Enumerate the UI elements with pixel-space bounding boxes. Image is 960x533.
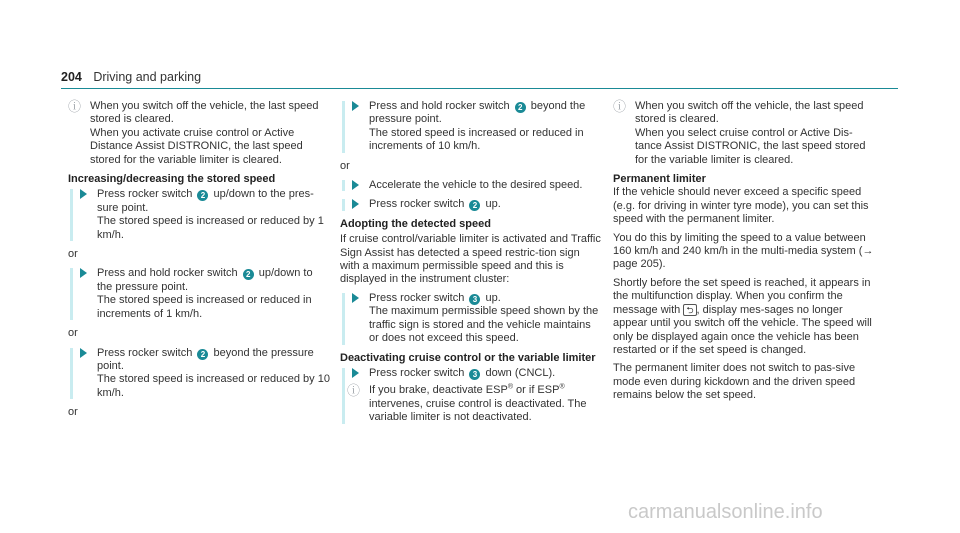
switch-number-badge: 3 [469, 294, 480, 305]
step-bar [342, 101, 345, 153]
instruction-step: Press rocker switch 3 up. The maximum permissible speed shown by the traffic sign is stored and the vehicle maintains or does not exceed this speed. [340, 292, 602, 346]
note-line: When you select cruise control or Active Dis-tance Assist DISTRONIC, the last speed stored for the variable limiter is cleared. [635, 126, 866, 166]
section-heading: Deactivating cruise control or the variable limiter [340, 351, 596, 364]
step-arrow-icon [352, 368, 359, 378]
instruction-step: Accelerate the vehicle to the desired speed. [340, 179, 602, 192]
section-heading: Increasing/decreasing the stored speed [68, 173, 276, 186]
step-bar [70, 189, 73, 241]
body-paragraph: The permanent limiter does not switch to pas-sive mode even during kickdown and the driven speed remains below the set speed. [613, 362, 856, 402]
step-detail: The stored speed is increased or reduced by 1 km/h. [97, 215, 324, 241]
info-note [68, 100, 330, 167]
step-bar [342, 368, 345, 424]
switch-number-badge: 3 [469, 369, 480, 380]
note-line: When you switch off the vehicle, the last speed stored is cleared. [90, 100, 319, 126]
body-paragraph: If the vehicle should never exceed a specific speed (e.g. for driving in winter tyre mode), you can set this speed with the permanent limiter. [613, 186, 869, 226]
step-arrow-icon [80, 189, 87, 199]
step-arrow-icon [352, 199, 359, 209]
or-label: or [68, 248, 78, 261]
instruction-step: Press rocker switch 2 up/down to the pres-sure point. The stored speed is increased or reduced by 1 km/h. [68, 188, 330, 242]
step-bar [342, 293, 345, 345]
step-detail: The maximum permissible speed shown by the traffic sign is stored and the vehicle maintains or does not exceed this speed. [369, 305, 599, 345]
note-line: When you switch off the vehicle, the last speed stored is cleared. [635, 100, 864, 126]
step-bar [70, 268, 73, 320]
step-bar [70, 348, 73, 400]
info-note: ⓘ If you brake, deactivate ESP® or if ESP® intervenes, cruise control is deactivated. The variable limiter is not deactivated. [347, 383, 587, 424]
switch-number-badge: 2 [243, 269, 254, 280]
step-arrow-icon [80, 268, 87, 278]
switch-number-badge: 2 [515, 102, 526, 113]
switch-number-badge: 2 [197, 190, 208, 201]
or-label: or [68, 406, 78, 419]
body-paragraph: Shortly before the set speed is reached, it appears in the multifunction display. When you confirm the message with ⮌ , display mes-sages no longer appear until you switch off the vehicle. The speed will only be displayed again once the vehicle has been restarted or if the set speed is changed. [613, 276, 872, 356]
column-2 [340, 100, 602, 431]
or-label: or [340, 159, 350, 172]
step-detail: The stored speed is increased or reduced in increments of 1 km/h. [97, 294, 312, 320]
page-header [61, 70, 201, 85]
step-arrow-icon [352, 101, 359, 111]
or-label: or [68, 327, 78, 340]
instruction-step: Press rocker switch 3 down (CNCL). ⓘ If you brake, deactivate ESP® or if ESP® intervenes, cruise control is deactivated. The variable limiter is not deactivated. [340, 367, 602, 425]
body-paragraph: If cruise control/variable limiter is activated and Traffic Sign Assist has detected a speed restric-tion sign with a maximum permissible speed and this is displayed in the instrument cluster: [340, 233, 601, 286]
info-icon: ⓘ [68, 99, 82, 114]
instruction-step: Press rocker switch 2 up. [340, 198, 602, 211]
step-arrow-icon [352, 180, 359, 190]
instruction-step: Press rocker switch 2 beyond the pressure point. The stored speed is increased or reduced by 10 km/h. [68, 347, 330, 401]
instruction-step: Press and hold rocker switch 2 beyond the pressure point. The stored speed is increased or reduced in increments of 10 km/h. [340, 100, 602, 154]
page-number: 204 [61, 70, 82, 84]
switch-number-badge: 2 [197, 349, 208, 360]
step-arrow-icon [352, 293, 359, 303]
step-bar [342, 199, 345, 210]
body-paragraph: You do this by limiting the speed to a value between 160 km/h and 240 km/h in the multi-media system (→ page 205). [613, 231, 874, 271]
step-detail: The stored speed is increased or reduced by 10 km/h. [97, 373, 330, 399]
column-3 [613, 100, 875, 408]
info-note [613, 100, 875, 167]
info-icon: ⓘ [613, 99, 627, 114]
section-heading: Permanent limiter [613, 173, 706, 186]
step-detail: The stored speed is increased or reduced in increments of 10 km/h. [369, 126, 584, 153]
section-title: Driving and parking [93, 70, 202, 84]
switch-number-badge: 2 [469, 200, 480, 211]
step-bar [342, 180, 345, 191]
watermark-text: carmanualsonline.info [628, 501, 823, 523]
column-1 [68, 100, 330, 426]
section-heading: Adopting the detected speed [340, 217, 491, 230]
instruction-step: Press and hold rocker switch 2 up/down to the pressure point. The stored speed is increased or reduced in increments of 1 km/h. [68, 267, 330, 321]
back-button-icon: ⮌ [683, 304, 696, 316]
info-icon: ⓘ [347, 383, 361, 399]
step-arrow-icon [80, 348, 87, 358]
header-divider [61, 88, 898, 89]
note-line: When you activate cruise control or Active Distance Assist DISTRONIC, the last speed stored for the variable limiter is cleared. [90, 126, 303, 166]
